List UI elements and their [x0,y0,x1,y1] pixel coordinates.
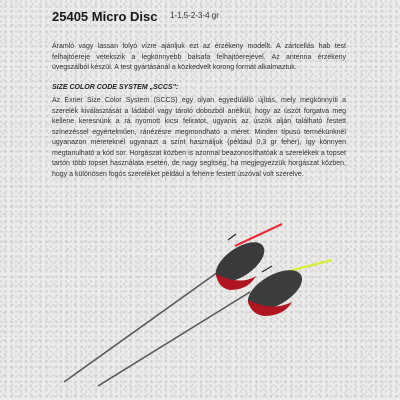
float-yellow-antenna [242,260,332,318]
section-heading: SIZE COLOR CODE SYSTEM „SCCS": [52,84,179,91]
product-title: 25405 Micro Disc [52,9,158,24]
red-antenna [235,224,282,246]
float-stem-2 [98,292,250,386]
description-paragraph: Az Exner Size Color System (SCCS) egy olyan egyedülálló újítás, mely megkönnyíti a szerelék kiválasztását a ládából vagy tároló dobozból anélkül, hogy az úszót forgatva meg kellene keresnünk a rá nyomott kicsi feliratot, ugyanis az úszók alján található festett színezéssel egyértelműen, ránézésre megmondható a méret. Minden típusú termékünknél ugyanazon méreteknél ugyanazt a színt használjuk (például 0,3 gr fehér), így könnyen megtanulható a kód sor. Horgászat közben is azonnal beazonosíthatóak a szerelékek a topset tartón több topset használata esetén, de nagy segítség, ha megjegyezzük horgászat közben, hogy a különösen fogós szereléket például a fehérre festett úszóval volt szerelve. [52,97,346,178]
product-photo [50,210,350,390]
intro-paragraph: Áramló vagy lassan folyó vízre ajánljuk ezt az érzékeny modellt. A zártcellás hab test felhajtóereje vetekszik a legkönnyebb balsafa felhajtóerejével. Az antenna érzékeny üvegszálból készül. A test gyártásánál a közkedvelt korong formát alkalmaztuk. [52,43,346,71]
size-list: 1-1,5-2-3-4 gr [170,11,219,20]
